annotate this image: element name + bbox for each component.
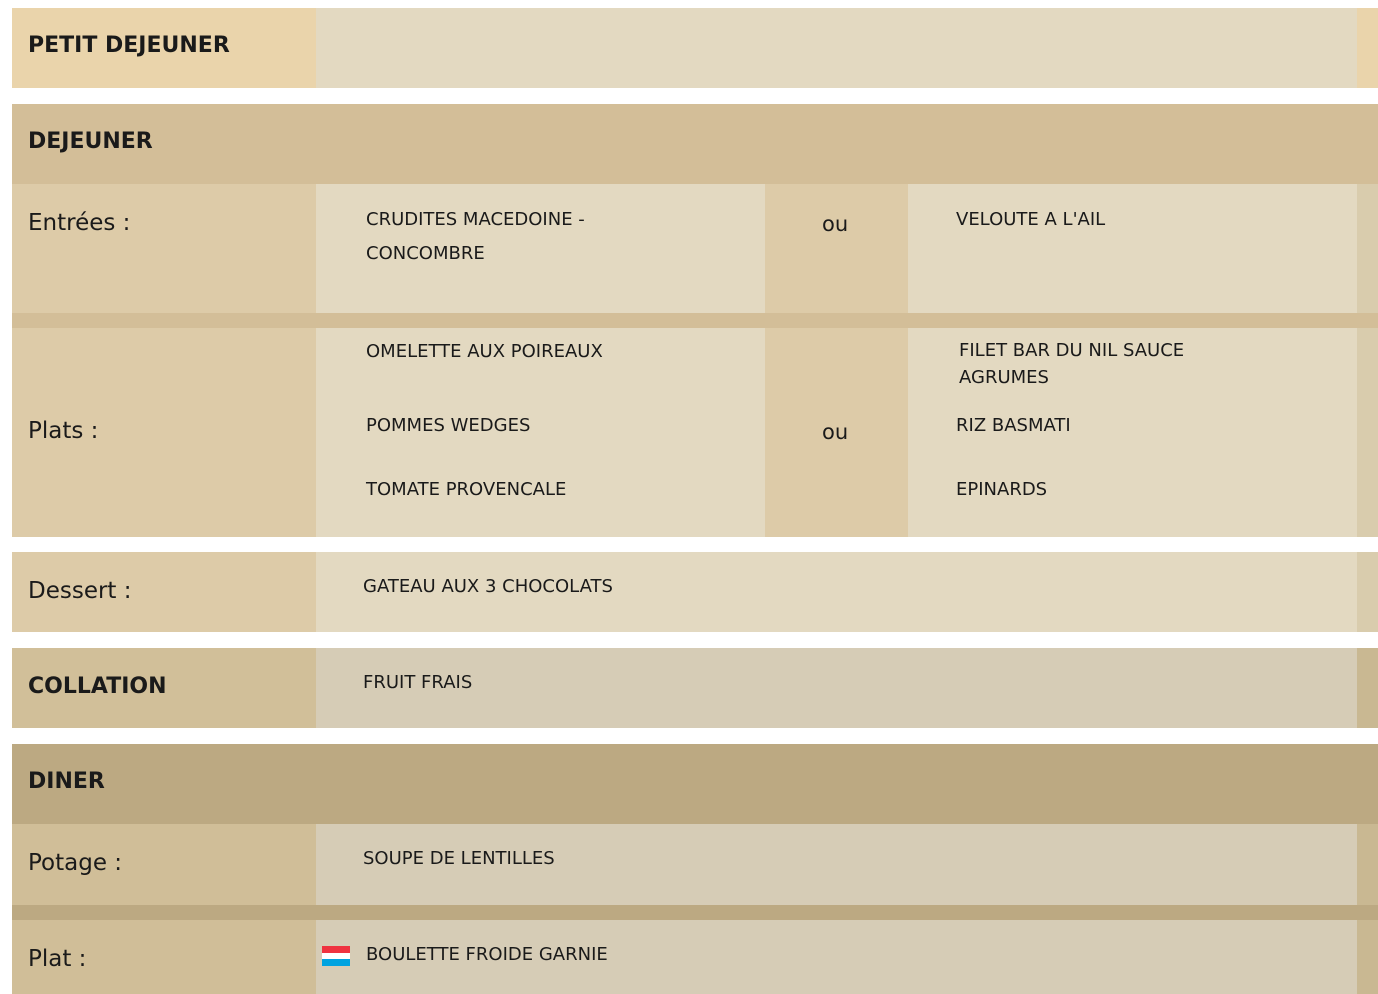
- plat-option-1-item-1: OMELETTE AUX POIREAUX: [366, 341, 603, 362]
- dejeuner-title: DEJEUNER: [28, 129, 153, 154]
- plat-option-2-item-3: EPINARDS: [956, 479, 1048, 500]
- dessert-item: GATEAU AUX 3 CHOCOLATS: [363, 576, 613, 597]
- plat-option-1-item-2: POMMES WEDGES: [366, 415, 531, 436]
- dessert-section: [12, 552, 1378, 632]
- dejeuner-section: [12, 104, 1378, 537]
- diner-section: [12, 744, 1378, 994]
- petit-dejeuner-content: [316, 8, 1357, 88]
- plat-label: Plat :: [28, 946, 87, 972]
- plat-item: BOULETTE FROIDE GARNIE: [366, 944, 608, 965]
- entrees-label: Entrées :: [28, 210, 131, 236]
- potage-label: Potage :: [28, 850, 123, 876]
- plats-row: [12, 328, 1378, 537]
- luxembourg-flag-icon: [322, 946, 350, 966]
- row-divider: [12, 905, 1378, 920]
- collation-section: [12, 648, 1378, 728]
- dejeuner-header: [12, 104, 1378, 184]
- collation-title: COLLATION: [28, 674, 167, 699]
- potage-row: [12, 824, 1378, 905]
- entrees-row: [12, 184, 1378, 313]
- collation-item: FRUIT FRAIS: [363, 672, 473, 693]
- entrees-or-separator: ou: [822, 212, 849, 236]
- plats-or-separator: ou: [822, 420, 849, 444]
- diner-header: [12, 744, 1378, 824]
- entree-option-1-line-2: CONCOMBRE: [366, 243, 485, 264]
- plat-option-2-item-2: RIZ BASMATI: [956, 415, 1071, 436]
- entree-option-1-line-1: CRUDITES MACEDOINE -: [366, 209, 585, 230]
- potage-item: SOUPE DE LENTILLES: [363, 848, 555, 869]
- petit-dejeuner-section: [12, 8, 1378, 88]
- plats-label: Plats :: [28, 418, 99, 444]
- plat-option-2-item-1-line-1: FILET BAR DU NIL SAUCE: [959, 340, 1185, 361]
- entree-option-2: VELOUTE A L'AIL: [956, 209, 1106, 230]
- petit-dejeuner-title: PETIT DEJEUNER: [28, 33, 230, 58]
- diner-title: DINER: [28, 769, 105, 794]
- plat-row: [12, 920, 1378, 994]
- plat-option-1-item-3: TOMATE PROVENCALE: [366, 479, 567, 500]
- plat-option-2-item-1-line-2: AGRUMES: [959, 367, 1049, 388]
- row-divider: [12, 313, 1378, 328]
- dessert-label: Dessert :: [28, 578, 132, 604]
